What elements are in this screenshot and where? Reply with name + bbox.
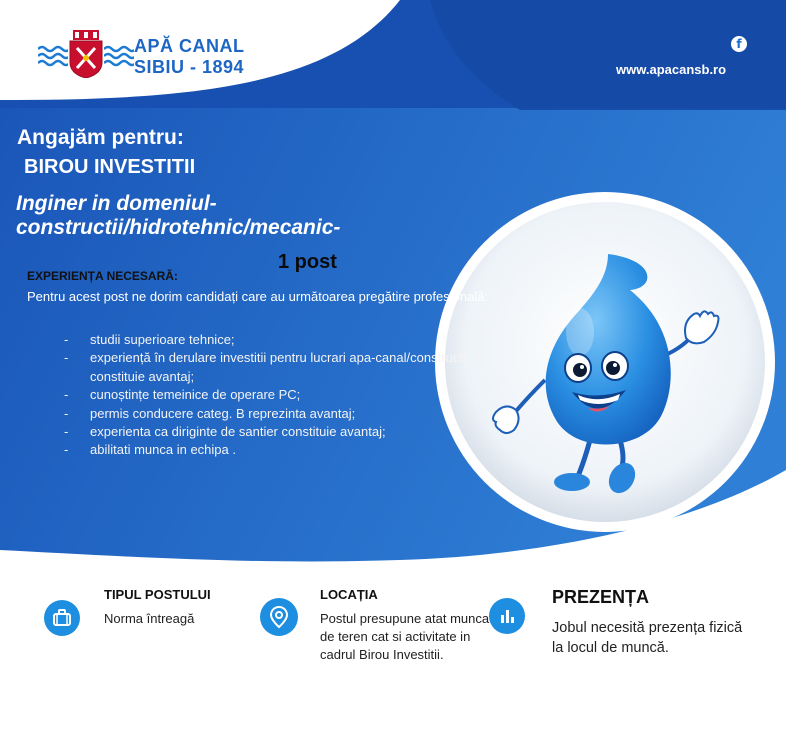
brand-line-1: APĂ CANAL — [134, 36, 245, 56]
brand-name — [134, 36, 245, 78]
hiring-heading: Angajăm pentru: — [17, 126, 184, 149]
location-text: Postul presupune atat munca de teren cat si activitate in cadrul Birou Investitii. — [320, 611, 490, 662]
requirement-item: - experienta ca diriginte de santier constituie avantaj; — [64, 423, 484, 441]
requirement-item: - abilitati munca in echipa . — [64, 441, 484, 459]
requirements-intro: Pentru acest post ne dorim candidați care au următoarea pregătire profesională: — [27, 289, 489, 304]
requirements-title: EXPERIENȚA NECESARĂ: — [27, 269, 178, 283]
job-type-text: Norma întreagă — [104, 611, 195, 626]
bar-chart-icon — [489, 598, 525, 634]
location-title: LOCAȚIA — [320, 587, 378, 602]
water-drop-mascot-icon — [480, 240, 740, 500]
position-heading: Inginer in domeniul-constructii/hidrotehnic/mecanic- — [16, 192, 341, 239]
post-count: 1 post — [278, 251, 337, 273]
requirements-list — [64, 331, 484, 460]
presence-text: Jobul necesită prezența fizică la locul de muncă. — [552, 620, 743, 656]
requirement-item: - studii superioare tehnice; — [64, 331, 484, 349]
logo-waves-right — [104, 44, 134, 70]
facebook-icon[interactable]: f — [731, 36, 747, 52]
requirement-item: - permis conducere categ. B reprezinta avantaj; — [64, 405, 484, 423]
logo-waves-left — [38, 44, 68, 70]
requirement-item: - experiență în derulare investitii pentru lucrari apa-canal/constructii constituie avantaj; — [64, 349, 484, 386]
city-crest-icon — [69, 30, 103, 78]
briefcase-icon — [44, 600, 80, 636]
job-type-title: TIPUL POSTULUI — [104, 587, 211, 602]
location-pin-icon — [260, 598, 298, 636]
presence-title: PREZENȚA — [552, 587, 650, 607]
requirement-item: - cunoștințe temeinice de operare PC; — [64, 386, 484, 404]
website-link[interactable]: www.apacansb.ro — [616, 62, 727, 77]
brand-line-2: SIBIU - 1894 — [134, 57, 245, 77]
department-heading: BIROU INVESTITII — [24, 156, 196, 178]
